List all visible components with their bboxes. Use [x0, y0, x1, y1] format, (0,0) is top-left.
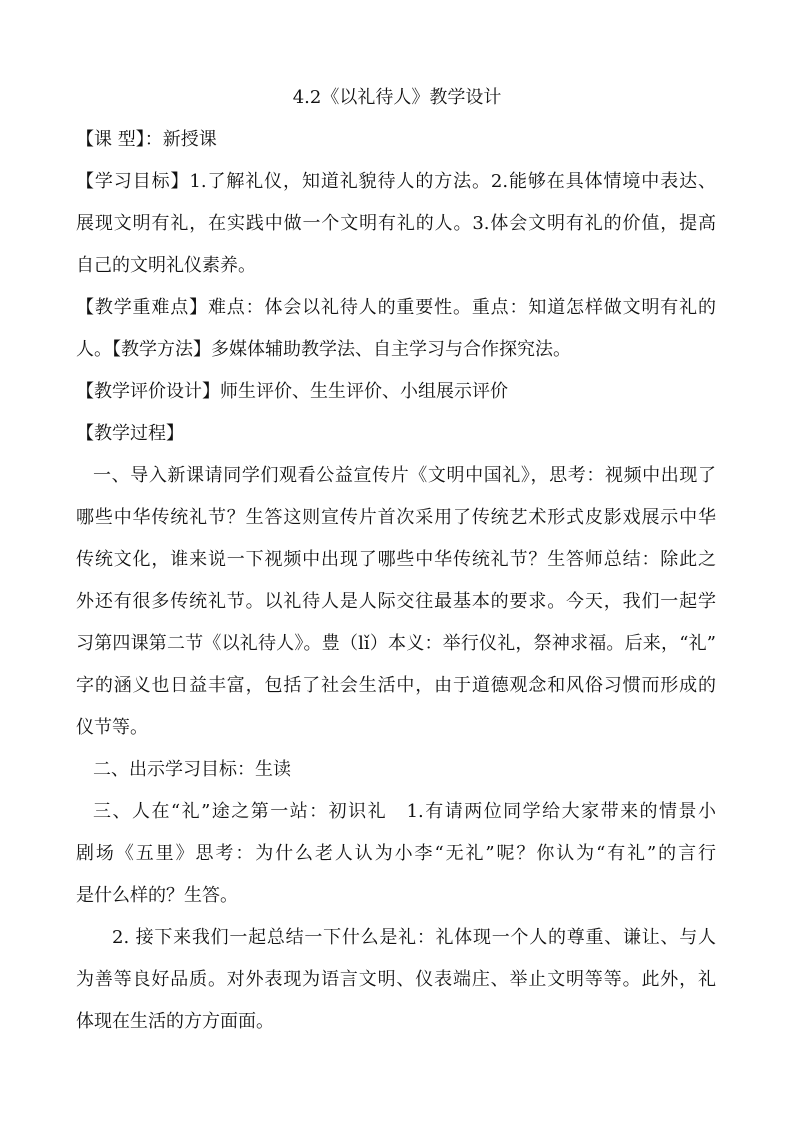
section-two-line: 二、出示学习目标：生读: [93, 759, 291, 780]
document-title: 4.2《以礼待人》教学设计: [292, 87, 502, 108]
section-three-line-1: 三、人在“礼”途之第一站：初识礼 1.有请两位同学给大家带来的情景小: [93, 801, 716, 822]
summary-line-3: 体现在生活的方方面面。: [76, 1011, 274, 1032]
intro-paragraph-line-5: 习第四课第二节《以礼待人》。豊（lǐ）本义：举行仪礼，祭神求福。后来，“礼”: [76, 633, 716, 654]
evaluation-design-line: 【教学评价设计】师生评价、生生评价、小组展示评价: [76, 381, 508, 402]
key-points-line-1: 【教学重难点】难点：体会以礼待人的重要性。重点：知道怎样做文明有礼的: [76, 297, 716, 318]
intro-paragraph-line-7: 仪节等。: [76, 717, 148, 738]
intro-paragraph-line-1: 一、导入新课请同学们观看公益宣传片《文明中国礼》，思考：视频中出现了: [93, 465, 716, 486]
intro-paragraph-line-3: 传统文化，谁来说一下视频中出现了哪些中华传统礼节？生答师总结：除此之: [76, 549, 716, 570]
teaching-process-heading: 【教学过程】: [76, 423, 184, 444]
intro-paragraph-line-6: 字的涵义也日益丰富，包括了社会生活中，由于道德观念和风俗习惯而形成的: [76, 675, 716, 696]
intro-paragraph-line-2: 哪些中华传统礼节？生答这则宣传片首次采用了传统艺术形式皮影戏展示中华: [76, 507, 716, 528]
learning-goals-line-3: 自己的文明礼仪素养。: [76, 255, 256, 276]
intro-paragraph-line-4: 外还有很多传统礼节。以礼待人是人际交往最基本的要求。今天，我们一起学: [76, 591, 716, 612]
section-three-line-2: 剧场《五里》思考：为什么老人认为小李“无礼”呢？你认为“有礼”的言行: [76, 843, 716, 864]
key-points-line-2: 人。【教学方法】多媒体辅助教学法、自主学习与合作探究法。: [76, 339, 571, 360]
learning-goals-line-2: 展现文明有礼，在实践中做一个文明有礼的人。3.体会文明有礼的价值，提高: [76, 213, 716, 234]
summary-line-1: 2. 接下来我们一起总结一下什么是礼：礼体现一个人的尊重、谦让、与人: [112, 927, 716, 948]
section-three-line-3: 是什么样的？生答。: [76, 885, 238, 906]
course-type-line: 【课 型】：新授课: [76, 129, 217, 150]
summary-line-2: 为善等良好品质。对外表现为语言文明、仪表端庄、举止文明等等。此外，礼: [76, 969, 716, 990]
learning-goals-line-1: 【学习目标】1.了解礼仪，知道礼貌待人的方法。2.能够在具体情境中表达、: [76, 171, 716, 192]
